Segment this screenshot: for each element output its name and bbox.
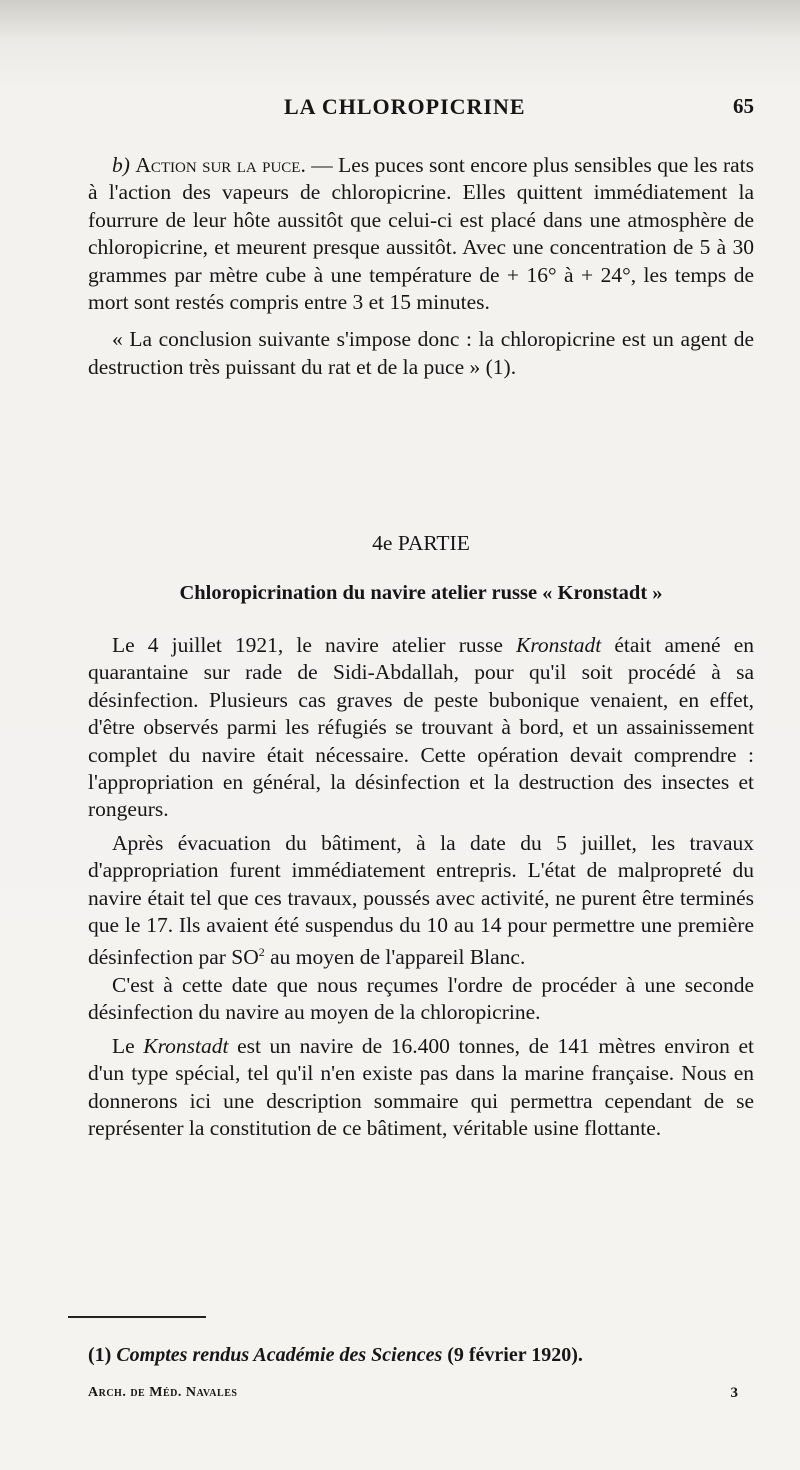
page-number: 65 xyxy=(733,94,754,118)
part-subtitle-text: Chloropicrination du navire atelier russe « Kronstadt » xyxy=(179,582,663,604)
footnote-date: (9 février 1920). xyxy=(442,1344,583,1366)
paragraph-1 xyxy=(88,632,754,824)
footnote-rule xyxy=(68,1316,206,1318)
footnote-marker: (1) xyxy=(88,1344,117,1366)
p2-superscript: 2 xyxy=(258,945,265,960)
footer-journal: Arch. de Méd. Navales xyxy=(88,1385,238,1400)
p1-text-b: était amené en quarantaine sur rade de Sidi-Abdallah, pour qu'il soit procédé à sa désinfection. Plusieurs cas graves de peste bubonique venaient, en effet, d'être observés parmi les réfugiés se trouvant à bord, et un assainissement complet du navire était nécessaire. Cette opération devait comprendre : l'appropriation en général, la désinfection et la destruction des insectes et rongeurs. xyxy=(88,633,754,822)
p2-text-b: au moyen de l'appareil Blanc. xyxy=(264,945,526,970)
part-title xyxy=(88,530,754,557)
p2-text-a: Après évacuation du bâtiment, à la date du 5 juillet, les travaux d'appropriation furent immédiatement entrepris. L'état de malpropreté du navire était tel que ces travaux, poussés avec activité, ne purent être terminés que le 17. Ils avaient été suspendus du 10 au 14 pour permettre une première désinfection par SO xyxy=(88,830,754,970)
paragraph-3: C'est à cette date que nous reçumes l'ordre de procéder à une seconde désinfection du navire au moyen de la chloropicrine. xyxy=(88,973,754,1025)
part-subtitle xyxy=(88,580,754,607)
page-footer xyxy=(88,1385,738,1405)
body-text xyxy=(88,632,754,1142)
header-title: LA CHLOROPICRINE xyxy=(284,94,526,119)
p1-text-a: Le 4 juillet 1921, le navire atelier russe xyxy=(112,633,517,657)
p4-text-a: Le xyxy=(112,1033,144,1058)
paragraph-4 xyxy=(88,1033,754,1143)
footer-signature: 3 xyxy=(730,1385,738,1401)
part-heading: 4e PARTIE xyxy=(372,531,470,555)
footnote-source: Comptes rendus Académie des Sciences xyxy=(116,1344,443,1366)
p4-text-b: est un navire de 16.400 tonnes, de 141 mètres environ et d'un type spécial, tel qu'il n'en existe pas dans la marine française. Nous en donnerons ici une description sommaire qui permettra cependant de se représenter la constitution de ce bâtiment, véritable usine flottante. xyxy=(88,1033,754,1141)
p1-ship-name: Kronstadt xyxy=(516,633,602,657)
section-b-paragraph xyxy=(88,152,754,316)
paragraph-2 xyxy=(88,830,754,972)
section-b-heading: Action sur la puce. xyxy=(135,153,306,177)
section-b-block xyxy=(88,152,754,381)
section-b-text: — Les puces sont encore plus sensibles que les rats à l'action des vapeurs de chloropicrine. Elles quittent immédiatement la fourrure de leur hôte aussitôt que celui-ci est placé dans une atmosphère de chloropicrine, et meurent presque aussitôt. Avec une concentration de 5 à 30 grammes par mètre cube à une température de + 16° à + 24°, les temps de mort sont restés compris entre 3 et 15 minutes. xyxy=(88,153,755,315)
footnote xyxy=(88,1344,754,1367)
section-b-label: b) xyxy=(112,153,130,177)
p4-ship-name: Kronstadt xyxy=(143,1033,229,1058)
conclusion-paragraph: « La conclusion suivante s'impose donc : la chloropicrine est un agent de destruction très puissant du rat et de la puce » (1). xyxy=(88,327,754,379)
running-header xyxy=(88,94,754,124)
